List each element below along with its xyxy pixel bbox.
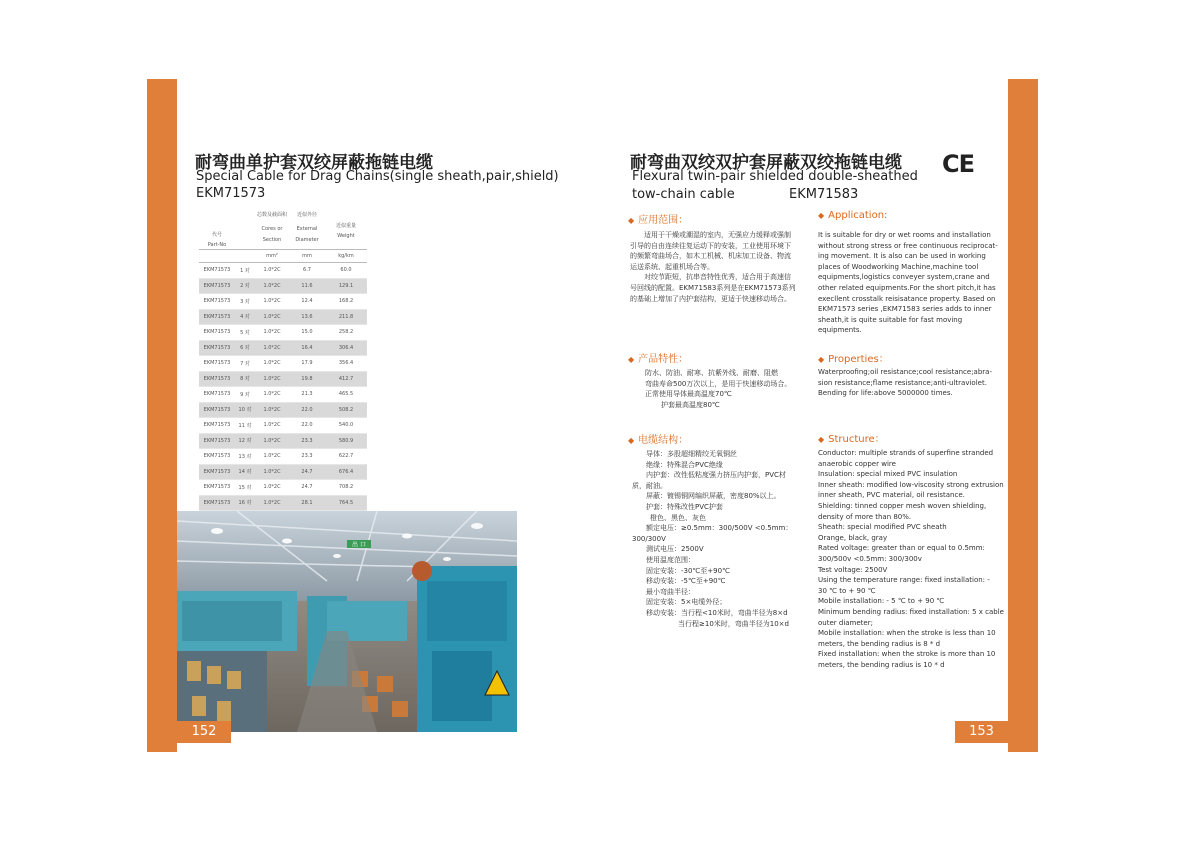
table-cell-pairs: 7 对 [235, 356, 255, 372]
table-cell-section: 1.0*2C [255, 418, 289, 434]
table-cell-part: EKM71573 [199, 464, 235, 480]
text-line: 内护套：改性低粘度强力挤压内护套，PVC材 [646, 471, 786, 480]
factory-illustration [177, 511, 517, 732]
table-row [199, 294, 367, 310]
text-line: 固定安装：5×电缆外径； [646, 598, 727, 607]
text-line: density of more than 80%. [818, 512, 912, 521]
text-line: Inner sheath: modified low-viscosity strong extrusion [818, 480, 1004, 489]
properties-en-text [818, 367, 998, 399]
table-cell-part: EKM71573 [199, 356, 235, 372]
header-part-no-en: Part-No [207, 241, 227, 248]
table-cell-section: 1.0*2C [255, 356, 289, 372]
table-cell-weight: 622.7 [325, 449, 367, 465]
text-line: meters, the bending radius is 10 * d [818, 660, 945, 669]
table-cell-part: EKM71573 [199, 371, 235, 387]
unit-diameter: mm [289, 250, 325, 263]
structure-cn-text [632, 449, 807, 629]
table-cell-pairs: 15 对 [235, 480, 255, 496]
application-cn-text [630, 230, 805, 304]
text-line: 固定安装：-30℃至+90℃ [646, 566, 730, 575]
properties-en-heading [818, 350, 889, 365]
table-cell-pairs: 2 对 [235, 278, 255, 294]
text-line: 30 ℃ to + 90 ℃ [818, 586, 876, 595]
text-line: 测试电压：2500V [646, 545, 704, 554]
structure-en-heading-text: Structure： [828, 434, 885, 445]
table-cell-part: EKM71573 [199, 387, 235, 403]
table-cell-pairs: 13 对 [235, 449, 255, 465]
table-row [199, 449, 367, 465]
table-cell-pairs: 1 对 [235, 263, 255, 279]
text-line: Insulation: special mixed PVC insulation [818, 470, 958, 479]
table-cell-section: 1.0*2C [255, 309, 289, 325]
table-cell-weight: 465.5 [325, 387, 367, 403]
table-cell-part: EKM71573 [199, 309, 235, 325]
header-diameter-cn: 近似外径 [296, 212, 317, 218]
application-en-heading-text: Application: [828, 210, 888, 221]
text-line: meters, the bending radius is 8 * d [818, 639, 941, 648]
table-row [199, 325, 367, 341]
text-line: Conductor: multiple strands of superfine stranded [818, 449, 994, 457]
table-cell-section: 1.0*2C [255, 402, 289, 418]
table-row [199, 480, 367, 496]
text-line: 护套最高温度80℃ [661, 400, 720, 409]
table-cell-dia: 15.0 [289, 325, 325, 341]
text-line: Waterproofing;oil resistance;cool resistance;abra- [818, 368, 992, 376]
text-line: 最小弯曲半径： [646, 587, 695, 596]
header-weight-cn: 近似重量 [335, 222, 356, 229]
table-cell-pairs: 10 对 [235, 402, 255, 418]
table-body [199, 263, 367, 511]
table-cell-section: 1.0*2C [255, 495, 289, 511]
table-cell-pairs: 4 对 [235, 309, 255, 325]
table-cell-part: EKM71573 [199, 340, 235, 356]
left-title-en: Special Cable for Drag Chains(single sheath,pair,shield) [196, 169, 559, 184]
text-line: Rated voltage: greater than or equal to 0.5mm: [818, 544, 985, 553]
table-cell-pairs: 8 对 [235, 371, 255, 387]
table-unit-row [199, 250, 367, 263]
properties-cn-text [645, 368, 805, 410]
text-line: 当行程≥10米时，弯曲半径为10×d [678, 619, 789, 628]
right-page-number: 153 [955, 721, 1008, 743]
table-cell-dia: 16.4 [289, 340, 325, 356]
table-cell-weight: 708.2 [325, 480, 367, 496]
text-line: places of Woodworking Machine,machine tool [818, 262, 979, 271]
table-cell-part: EKM71573 [199, 480, 235, 496]
table-cell-weight: 168.2 [325, 294, 367, 310]
table-cell-section: 1.0*2C [255, 340, 289, 356]
table-cell-pairs: 9 对 [235, 387, 255, 403]
right-model: EKM71583 [789, 187, 859, 202]
table-cell-part: EKM71573 [199, 278, 235, 294]
table-cell-weight: 540.0 [325, 418, 367, 434]
table-row [199, 356, 367, 372]
text-line: sheath,it is quite suitable for fast moving [818, 315, 963, 324]
left-page-accent-bar [147, 79, 177, 752]
text-line: 防水、防油、耐寒、抗紫外线、耐磨、阻燃 [645, 369, 778, 377]
factory-photo [177, 511, 517, 732]
text-line: 绝缘：特殊混合PVC绝缘 [646, 460, 723, 469]
right-title-en-2: tow-chain cable [632, 187, 735, 202]
table-cell-dia: 21.3 [289, 387, 325, 403]
table-cell-dia: 22.0 [289, 418, 325, 434]
header-weight-en: Weight [337, 232, 355, 239]
bullet-icon: ◆ [818, 355, 825, 364]
table-cell-section: 1.0*2C [255, 480, 289, 496]
table-cell-pairs: 16 对 [235, 495, 255, 511]
right-page-accent-bar [1008, 79, 1038, 752]
table-cell-pairs: 6 对 [235, 340, 255, 356]
left-title-cn: 耐弯曲单护套双绞屏蔽拖链电缆 [195, 153, 433, 173]
properties-cn-heading [628, 350, 688, 365]
text-line: 导体：多股超细精绞无氧铜丝 [646, 450, 737, 458]
header-diameter-en-2: Diameter [295, 237, 319, 243]
text-line: equipments,logistics conveyer system,crane and [818, 273, 990, 282]
application-cn-heading-text: 应用范围： [638, 215, 689, 226]
table-cell-part: EKM71573 [199, 294, 235, 310]
header-cores-en-1: Cores or [261, 226, 283, 232]
table-cell-weight: 211.8 [325, 309, 367, 325]
table-row [199, 278, 367, 294]
table-cell-dia: 24.7 [289, 464, 325, 480]
text-line: Orange, black, gray [818, 533, 888, 542]
table-row [199, 418, 367, 434]
application-cn-heading [628, 211, 688, 226]
table-header-row [199, 211, 367, 250]
table-cell-section: 1.0*2C [255, 325, 289, 341]
structure-cn-heading [628, 431, 688, 446]
table-cell-weight: 129.1 [325, 278, 367, 294]
table-cell-weight: 306.4 [325, 340, 367, 356]
bullet-icon: ◆ [628, 436, 635, 445]
table-cell-pairs: 14 对 [235, 464, 255, 480]
table-cell-part: EKM71573 [199, 433, 235, 449]
table-cell-weight: 676.4 [325, 464, 367, 480]
application-en-text [818, 230, 998, 336]
table-cell-weight: 258.2 [325, 325, 367, 341]
text-line: outer diameter; [818, 618, 873, 627]
table-cell-part: EKM71573 [199, 418, 235, 434]
text-line: Mobile installation: - 5 ℃ to + 90 ℃ [818, 597, 945, 606]
text-line: 的频繁弯曲场合，如木工机械、机床加工设备、物流 [630, 252, 791, 261]
text-line: 的基础上增加了内护套结构，更适于快速移动场合。 [630, 294, 791, 303]
text-line: 正常使用导体最高温度70℃ [645, 390, 732, 399]
header-cores [255, 211, 289, 250]
text-line: execllent crosstalk reisisatance property. Based on [818, 294, 996, 303]
text-line: 号回线的配置。EKM71583系列是在EKM71573系列 [630, 283, 796, 292]
table-cell-dia: 23.3 [289, 433, 325, 449]
bullet-icon: ◆ [818, 435, 825, 444]
text-line: 质，耐油。 [632, 481, 667, 490]
text-line: Minimum bending radius: fixed installation: 5 x cable [818, 607, 1004, 616]
text-line: ing movement. It is also can be used in working [818, 252, 986, 261]
table-cell-dia: 24.7 [289, 480, 325, 496]
text-line: 引导的自由连续往复运动下的安装，工业使用环境下 [630, 241, 791, 250]
table-cell-part: EKM71573 [199, 449, 235, 465]
bullet-icon: ◆ [628, 216, 635, 225]
table-row [199, 340, 367, 356]
text-line: Mobile installation: when the stroke is less than 10 [818, 629, 996, 638]
table-cell-dia: 23.3 [289, 449, 325, 465]
left-model: EKM71573 [196, 186, 266, 201]
ce-mark: CE [942, 150, 975, 178]
text-line: Shielding: tinned copper mesh woven shielding, [818, 501, 987, 510]
table-row [199, 263, 367, 279]
header-weight [325, 211, 367, 250]
table-row [199, 387, 367, 403]
table-cell-weight: 508.2 [325, 402, 367, 418]
text-line: Bending for life:above 5000000 times. [818, 389, 953, 398]
structure-en-heading [818, 430, 885, 445]
text-line: without strong stress or free continuous reciprocat- [818, 241, 998, 250]
table-cell-dia: 11.6 [289, 278, 325, 294]
text-line: 移动安装：-5℃至+90℃ [646, 577, 726, 586]
header-diameter-en-1: External [296, 226, 318, 232]
table-cell-section: 1.0*2C [255, 278, 289, 294]
table-cell-dia: 22.0 [289, 402, 325, 418]
table-cell-pairs: 5 对 [235, 325, 255, 341]
text-line: Fixed installation: when the stroke is more than 10 [818, 650, 996, 659]
table-cell-pairs: 12 对 [235, 433, 255, 449]
structure-en-text [818, 448, 1004, 670]
text-line: 300/300V [632, 534, 666, 543]
table-cell-section: 1.0*2C [255, 433, 289, 449]
table-cell-part: EKM71573 [199, 325, 235, 341]
text-line: Sheath: special modified PVC sheath [818, 523, 947, 532]
table-cell-dia: 19.8 [289, 371, 325, 387]
text-line: inner sheath, PVC material, oil resistance. [818, 491, 965, 500]
table-row [199, 309, 367, 325]
text-line: 屏蔽：镀锡铜网编织屏蔽，密度80%以上。 [646, 492, 781, 501]
table-cell-part: EKM71573 [199, 495, 235, 511]
table-cell-dia: 12.4 [289, 294, 325, 310]
header-diameter [289, 211, 325, 250]
table-cell-section: 1.0*2C [255, 294, 289, 310]
text-line: 对绞节距短，抗串音特性优秀，适合用于高速信 [644, 273, 791, 282]
text-line: 橙色、黑色、灰色 [650, 513, 706, 522]
bullet-icon: ◆ [628, 355, 635, 364]
table-cell-weight: 356.4 [325, 356, 367, 372]
text-line: 额定电压：≥0.5mm：300/500V <0.5mm： [646, 524, 793, 533]
text-line: sion resistance;flame resistance;anti-ultraviolet. [818, 378, 987, 387]
header-part-no-cn: 代号 [211, 231, 222, 238]
table-row [199, 371, 367, 387]
text-line: Using the temperature range: fixed installation: - [818, 576, 990, 585]
table-cell-weight: 412.7 [325, 371, 367, 387]
table-cell-dia: 28.1 [289, 495, 325, 511]
right-title-en-1: Flexural twin-pair shielded double-sheathed [632, 169, 918, 184]
table-cell-weight: 764.5 [325, 495, 367, 511]
table-cell-section: 1.0*2C [255, 449, 289, 465]
header-cores-cn: 芯数及截面积 [256, 212, 287, 218]
text-line: 弯曲寿命500万次以上，是用于快速移动场合。 [645, 379, 792, 388]
table-cell-dia: 6.7 [289, 263, 325, 279]
header-cores-en-2: Section [262, 237, 282, 243]
table-cell-section: 1.0*2C [255, 263, 289, 279]
text-line: equipments. [818, 326, 862, 335]
spec-table [199, 211, 367, 511]
table-cell-weight: 580.9 [325, 433, 367, 449]
right-title-cn: 耐弯曲双绞双护套屏蔽双绞拖链电缆 [630, 153, 902, 173]
table-cell-section: 1.0*2C [255, 387, 289, 403]
table-row [199, 464, 367, 480]
text-line: 300/500v <0.5mm: 300/300v [818, 554, 922, 563]
table-cell-dia: 17.9 [289, 356, 325, 372]
properties-cn-heading-text: 产品特性： [638, 354, 689, 365]
left-page-number: 152 [177, 721, 231, 743]
table-cell-section: 1.0*2C [255, 464, 289, 480]
table-cell-weight: 60.0 [325, 263, 367, 279]
table-row [199, 495, 367, 511]
text-line: 使用温度范围： [646, 555, 695, 564]
application-en-heading [818, 210, 887, 221]
table-cell-pairs: 11 对 [235, 418, 255, 434]
text-line: 护套：特殊改性PVC护套 [646, 502, 723, 511]
table-row [199, 433, 367, 449]
bullet-icon: ◆ [818, 211, 825, 220]
text-line: 移动安装：当行程<10米时，弯曲半径为8×d [646, 608, 788, 617]
text-line: 运送系统、起重机场合等。 [630, 262, 714, 271]
table-cell-section: 1.0*2C [255, 371, 289, 387]
unit-weight: kg/km [325, 250, 367, 263]
header-part-no [199, 211, 235, 250]
text-line: Test voltage: 2500V [818, 565, 888, 574]
text-line: other related equipments.For the short pitch,it has [818, 283, 996, 292]
text-line: It is suitable for dry or wet rooms and installation [818, 231, 991, 239]
text-line: EKM71573 series ,EKM71583 series adds to inner [818, 305, 992, 314]
table-cell-dia: 13.6 [289, 309, 325, 325]
structure-cn-heading-text: 电缆结构： [638, 435, 689, 446]
table-cell-pairs: 3 对 [235, 294, 255, 310]
table-cell-part: EKM71573 [199, 263, 235, 279]
properties-en-heading-text: Properties： [828, 354, 889, 365]
text-line: 适用于干燥或潮湿的室内，无强应力缓释或强制 [644, 231, 791, 239]
table-cell-part: EKM71573 [199, 402, 235, 418]
exit-sign-text: 出 口 [352, 541, 366, 549]
unit-cores: mm² [255, 250, 289, 263]
text-line: anaerobic copper wire [818, 459, 896, 468]
table-row [199, 402, 367, 418]
